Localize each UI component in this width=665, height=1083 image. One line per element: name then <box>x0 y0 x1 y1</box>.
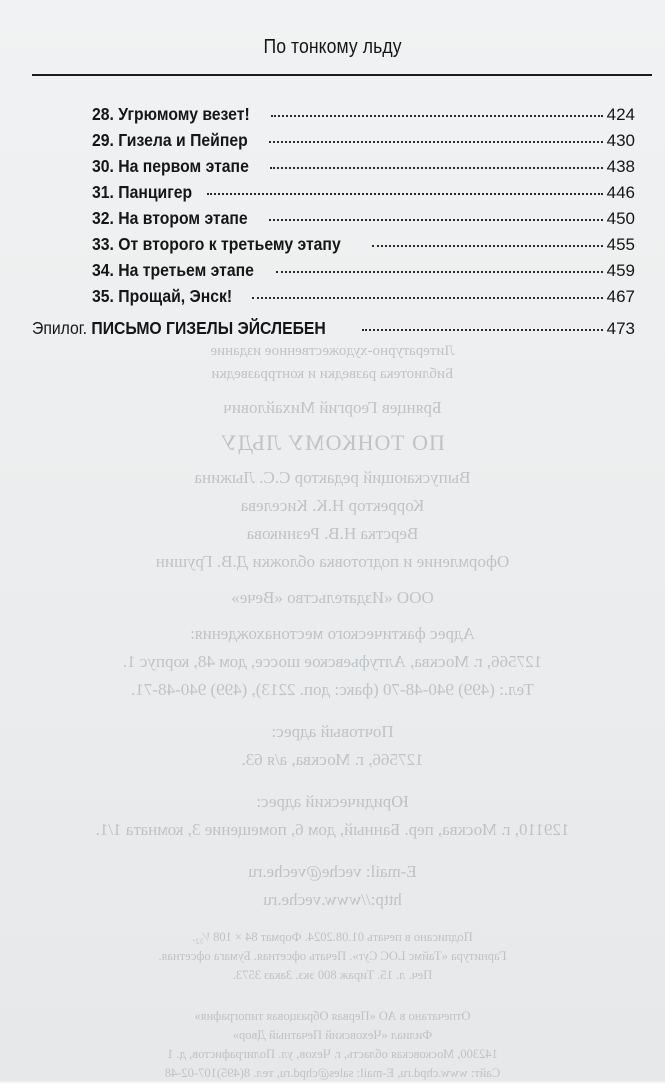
toc-epilog-title <box>32 318 326 339</box>
dot-leader <box>269 141 603 143</box>
toc-entry-page: 438 <box>606 157 635 176</box>
colophon-credit: Оформление и подготовка обложки Д.В. Грушин <box>155 552 510 571</box>
colophon-print-info: Гарнитура «Таймс LOC Cyr». Печать офсетная. Бумага офсетная. <box>158 949 507 963</box>
running-title: По тонкому льду <box>263 36 402 58</box>
toc-entry <box>92 286 635 312</box>
toc-entry <box>92 234 635 260</box>
colophon-legal-label: Юридический адрес: <box>256 792 409 811</box>
header-rule <box>32 74 652 76</box>
epilog-prefix: Эпилог. <box>32 318 87 338</box>
colophon-publisher: ООО «Издательство «Вече» <box>231 588 434 607</box>
colophon-print-info: Подписано в печать 01.08.2024. Формат 84 × 108 ¹⁄₃₂. <box>192 930 473 944</box>
toc-entry-title: 29. Гизела и Пейпер <box>92 130 248 150</box>
table-of-contents <box>92 104 635 312</box>
colophon-address-label: Адрес фактического местонахождения: <box>190 624 475 643</box>
toc-entry-title: 28. Угрюмому везет! <box>92 104 250 124</box>
colophon-credit: Выпускающий редактор С.С. Лыжина <box>194 468 471 487</box>
toc-entry <box>92 156 635 182</box>
colophon-line: Библиотека разведки и контрразведки <box>211 366 454 382</box>
toc-entry-title: 33. От второго к третьему этапу <box>92 234 341 254</box>
colophon-email: E-mail: veche@veche.ru <box>248 862 417 881</box>
toc-entry-title: 35. Прощай, Энск! <box>92 286 233 306</box>
colophon-credit: Верстка Н.В. Резникова <box>246 524 419 543</box>
colophon-printer: Филиал «Чеховский Печатный Двор» <box>232 1028 433 1042</box>
colophon-printer: Сайт: www.chpd.ru, E-mail: sales@chpd.ru, тел. 8(495)107-02-48 <box>164 1066 501 1080</box>
toc-entry-title: 32. На втором этапе <box>92 208 248 228</box>
colophon-postal-address: 127566, г. Москва, а/я 63. <box>241 750 424 769</box>
dot-leader <box>207 193 602 195</box>
toc-entry <box>92 260 635 286</box>
colophon-phone: Тел.: (499) 940-48-70 (факс: доп. 2213), (499) 940-48-71. <box>131 680 534 699</box>
colophon-credit: Корректор Н.К. Киселева <box>240 496 425 515</box>
toc-entry-title: 31. Панцигер <box>92 182 193 202</box>
dot-leader <box>372 245 602 247</box>
colophon-printer: 142300, Московская область, г. Чехов, ул. Полиграфистов, д. 1 <box>167 1047 498 1061</box>
toc-entry-page: 430 <box>606 131 635 150</box>
colophon-book-title: ПО ТОНКОМУ ЛЬДУ <box>220 430 445 455</box>
colophon-author: Брянцев Георгий Михайлович <box>223 398 442 417</box>
toc-entry-page: 446 <box>606 183 635 202</box>
colophon-legal-address: 129110, г. Москва, пер. Банный, дом 6, помещение 3, комната 1/1. <box>95 820 570 839</box>
dot-leader <box>362 329 602 331</box>
toc-entry-title: 30. На первом этапе <box>92 156 249 176</box>
dot-leader <box>252 297 603 299</box>
dot-leader <box>269 219 603 221</box>
colophon-line: Литературно-художественное издание <box>210 343 455 359</box>
toc-entry <box>92 104 635 130</box>
epilog-title: ПИСЬМО ГИЗЕЛЫ ЭЙСЛЕБЕН <box>91 318 326 338</box>
colophon-website: http://www.veche.ru <box>263 890 402 909</box>
toc-entry <box>92 182 635 208</box>
toc-entry-page: 455 <box>606 235 635 254</box>
toc-entry-title: 34. На третьем этапе <box>92 260 254 280</box>
dot-leader <box>276 271 603 273</box>
colophon-printer: Отпечатано в АО «Первая Образцовая типография» <box>194 1009 471 1023</box>
show-through-colophon <box>0 340 665 1083</box>
toc-entry-page: 459 <box>606 261 635 280</box>
colophon-print-info: Печ. л. 15. Тираж 800 экз. Заказ 3573. <box>232 968 433 982</box>
toc-entry-page: 450 <box>606 209 635 228</box>
colophon-address: 127566, г. Москва, Алтуфьевское шоссе, дом 48, корпус 1. <box>122 652 543 671</box>
toc-entry <box>92 130 635 156</box>
toc-entry-page: 467 <box>606 287 635 306</box>
dot-leader <box>271 115 602 117</box>
dot-leader <box>270 167 602 169</box>
colophon-postal-label: Почтовый адрес: <box>271 722 394 741</box>
toc-entry <box>92 208 635 234</box>
toc-entry-page: 424 <box>606 105 635 124</box>
toc-epilog-page: 473 <box>606 319 635 338</box>
